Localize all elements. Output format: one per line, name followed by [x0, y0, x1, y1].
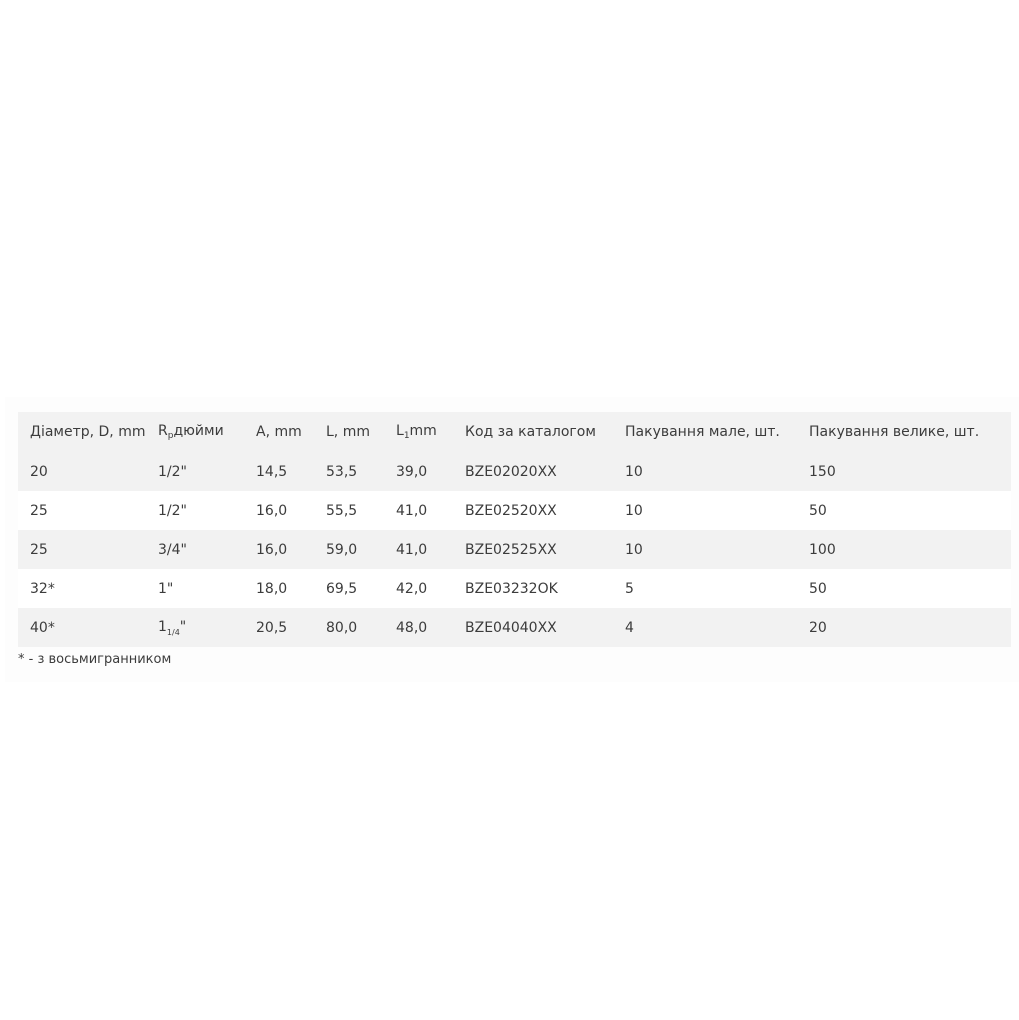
cell-l: 55,5	[314, 491, 384, 530]
header-pack-small: Пакування мале, шт.	[613, 412, 797, 452]
cell-diameter: 32*	[18, 569, 146, 608]
cell-pack-small: 4	[613, 608, 797, 647]
cell-diameter: 25	[18, 491, 146, 530]
cell-l: 80,0	[314, 608, 384, 647]
cell-pack-large: 20	[797, 608, 1011, 647]
cell-pack-large: 150	[797, 452, 1011, 491]
header-l1-sub: 1	[403, 431, 410, 441]
header-pack-large: Пакування велике, шт.	[797, 412, 1011, 452]
cell-a: 16,0	[244, 530, 314, 569]
cell-pack-small: 10	[613, 452, 797, 491]
cell-pack-small: 10	[613, 491, 797, 530]
header-l1	[384, 412, 453, 452]
table-row	[18, 569, 1011, 608]
header-diameter: Діаметр, D, mm	[18, 412, 146, 452]
cell-rp: 1/2"	[146, 452, 244, 491]
cell-a: 18,0	[244, 569, 314, 608]
cell-diameter: 25	[18, 530, 146, 569]
cell-pack-small: 5	[613, 569, 797, 608]
cell-rp: 1/2"	[146, 491, 244, 530]
table-row	[18, 491, 1011, 530]
cell-a: 20,5	[244, 608, 314, 647]
cell-rp-sub: 1/4	[166, 627, 180, 637]
header-rp	[146, 412, 244, 452]
header-l1-main: L	[396, 423, 404, 439]
header-rp-sub: p	[167, 431, 174, 441]
cell-l: 59,0	[314, 530, 384, 569]
cell-l1: 39,0	[384, 452, 453, 491]
cell-l: 53,5	[314, 452, 384, 491]
header-l1-unit: mm	[409, 423, 437, 439]
cell-code: BZE03232OK	[453, 569, 613, 608]
cell-pack-large: 100	[797, 530, 1011, 569]
cell-code: BZE02525XX	[453, 530, 613, 569]
header-a: A, mm	[244, 412, 314, 452]
cell-l1: 41,0	[384, 491, 453, 530]
cell-rp: 3/4"	[146, 530, 244, 569]
cell-pack-large: 50	[797, 569, 1011, 608]
cell-a: 16,0	[244, 491, 314, 530]
table-row	[18, 530, 1011, 569]
header-rp-unit: дюйми	[173, 423, 224, 439]
cell-code: BZE04040XX	[453, 608, 613, 647]
header-l: L, mm	[314, 412, 384, 452]
header-rp-main: R	[158, 423, 168, 439]
cell-l1: 41,0	[384, 530, 453, 569]
cell-rp	[146, 608, 244, 647]
cell-l: 69,5	[314, 569, 384, 608]
table-header-row	[18, 412, 1011, 452]
cell-code: BZE02520XX	[453, 491, 613, 530]
cell-l1: 48,0	[384, 608, 453, 647]
cell-a: 14,5	[244, 452, 314, 491]
spec-table	[18, 412, 1011, 647]
cell-l1: 42,0	[384, 569, 453, 608]
cell-pack-small: 10	[613, 530, 797, 569]
cell-code: BZE02020XX	[453, 452, 613, 491]
cell-diameter: 20	[18, 452, 146, 491]
header-code: Код за каталогом	[453, 412, 613, 452]
cell-rp-main: 1	[158, 618, 167, 635]
cell-rp: 1"	[146, 569, 244, 608]
cell-pack-large: 50	[797, 491, 1011, 530]
cell-diameter: 40*	[18, 608, 146, 647]
cell-rp-tail: "	[179, 618, 187, 635]
table-row	[18, 608, 1011, 647]
table-row	[18, 452, 1011, 491]
footnote: * - з восьмигранником	[18, 652, 172, 667]
